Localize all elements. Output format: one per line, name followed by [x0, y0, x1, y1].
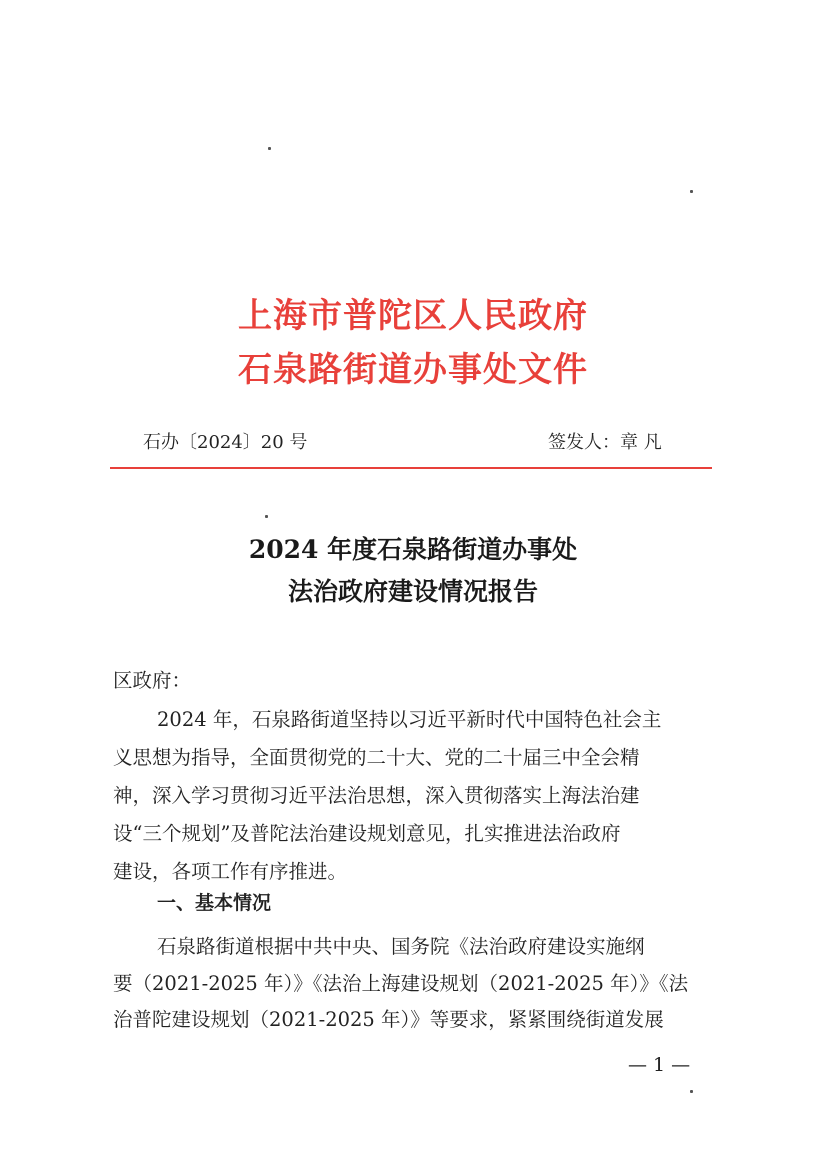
- document-title-line2: 法治政府建设情况报告: [287, 577, 538, 606]
- paragraph-line: 设“三个规划”及普陀法治建设规划意见，扎实推进法治政府: [113, 822, 621, 845]
- scan-speck: [265, 515, 268, 518]
- paragraph-line: 2024 年，石泉路街道坚持以习近平新时代中国特色社会主: [157, 708, 662, 731]
- page-number: — 1 —: [628, 1054, 691, 1076]
- section-heading: 一、基本情况: [157, 892, 272, 914]
- scan-speck: [268, 147, 271, 150]
- scan-speck: [690, 190, 693, 193]
- paragraph-line: 义思想为指导，全面贯彻党的二十大、党的二十届三中全会精: [113, 746, 640, 769]
- paragraph-line: 治普陀建设规划（2021-2025 年）》等要求，紧紧围绕街道发展: [113, 1008, 664, 1031]
- paragraph-line: 建设，各项工作有序推进。: [113, 860, 348, 883]
- signer: 签发人：章 凡: [548, 432, 662, 453]
- paragraph-line: 神，深入学习贯彻习近平法治思想，深入贯彻落实上海法治建: [113, 784, 640, 807]
- document-number: 石办〔2024〕20 号: [143, 432, 308, 453]
- scan-speck: [690, 1090, 693, 1093]
- issuing-authority-line2: 石泉路街道办事处文件: [238, 350, 588, 390]
- paragraph-line: 要（2021-2025 年）》《法治上海建设规划（2021-2025 年）》《法: [113, 972, 689, 995]
- issuing-authority-line1: 上海市普陀区人民政府: [238, 296, 588, 336]
- salutation: 区政府：: [113, 669, 192, 692]
- document-title-line1: 2024 年度石泉路街道办事处: [248, 535, 578, 564]
- red-divider: [110, 467, 712, 469]
- paragraph-line: 石泉路街道根据中共中央、国务院《法治政府建设实施纲: [157, 935, 645, 958]
